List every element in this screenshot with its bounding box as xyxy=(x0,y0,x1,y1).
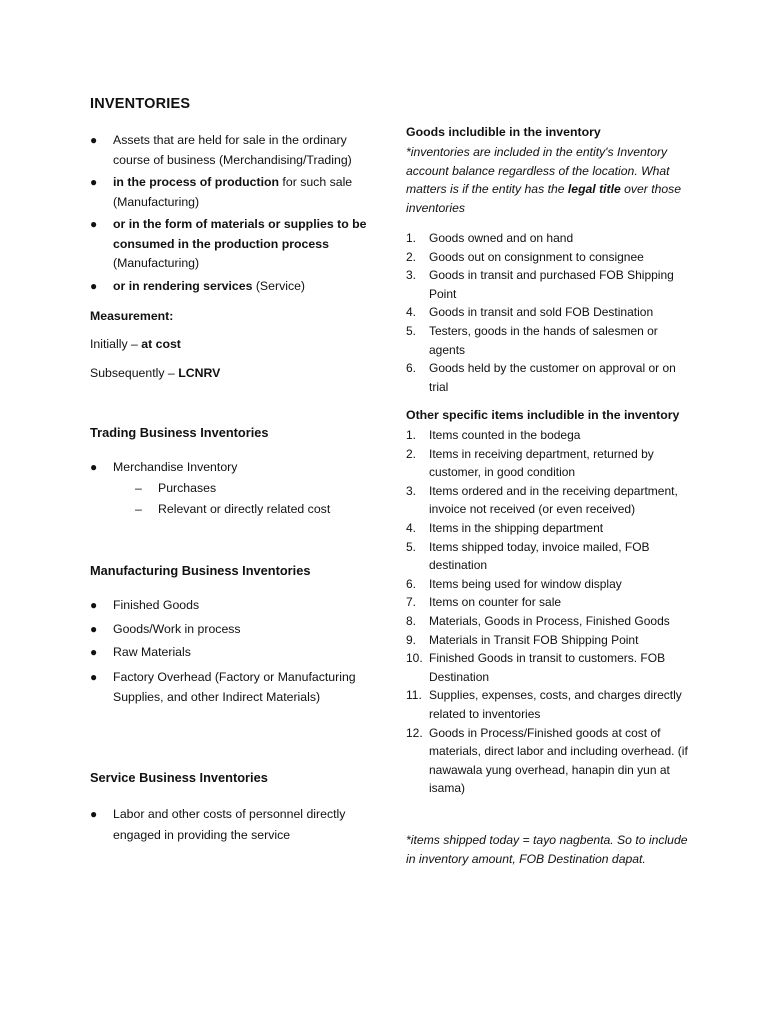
dash-icon: – xyxy=(135,480,142,495)
bullet-icon: ● xyxy=(90,278,98,293)
list-item: ● Goods/Work in process xyxy=(90,620,375,640)
list-item: 4. Items in the shipping department xyxy=(406,520,604,535)
list-item: ● Labor and other costs of personnel directly engaged in providing the service xyxy=(90,804,375,845)
bullet-icon: ● xyxy=(90,669,98,684)
list-item: ● or in rendering services (Service) xyxy=(90,277,375,297)
list-item: ● in the process of production for such sale (Manufacturing) xyxy=(90,175,353,209)
bullet-icon: ● xyxy=(90,133,98,147)
list-item: 11. Supplies, expenses, costs, and charges directly related to inventories xyxy=(406,688,682,721)
goods-heading: Goods includible in the inventory xyxy=(406,125,601,139)
goods-note: *inventories are included in the entity's Inventory account balance regardless of the location. What matters is if the entity has the legal title over those inventories xyxy=(406,145,682,215)
measurement-initially: Initially – at cost xyxy=(90,337,181,351)
sub-list-item: – Purchases xyxy=(90,478,375,499)
list-item: 9. Materials in Transit FOB Shipping Point xyxy=(406,632,639,647)
list-item: ● Factory Overhead (Factory or Manufacturing Supplies, and other Indirect Materials) xyxy=(90,667,375,708)
right-column xyxy=(406,0,696,1024)
measurement-subsequently: Subsequently – LCNRV xyxy=(90,366,221,380)
list-item: 4. Goods in transit and sold FOB Destination xyxy=(406,305,654,320)
footnote: *items shipped today = tayo nagbenta. So to include in inventory amount, FOB Destination dapat. xyxy=(406,833,688,866)
bullet-icon: ● xyxy=(90,217,98,231)
list-item: 3. Items ordered and in the receiving department, invoice not received (or even received) xyxy=(406,483,678,517)
dash-icon: – xyxy=(135,501,142,516)
list-item: 2. Items in receiving department, returned by customer, in good condition xyxy=(406,446,654,480)
list-item: ● or in the form of materials or supplies to be consumed in the production process (Manufacturing) xyxy=(90,217,367,270)
intro-bullet-list xyxy=(90,131,375,296)
list-item: 6. Items being used for window display xyxy=(406,576,622,591)
list-item: 1. Items counted in the bodega xyxy=(406,428,581,442)
list-item: 10. Finished Goods in transit to customers. FOB Destination xyxy=(406,651,666,684)
service-heading: Service Business Inventories xyxy=(90,770,268,785)
bullet-icon: ● xyxy=(90,621,98,636)
left-column xyxy=(90,0,375,1024)
list-item: ● Raw Materials xyxy=(90,643,375,663)
list-item: 8. Materials, Goods in Process, Finished Goods xyxy=(406,613,670,628)
trading-heading: Trading Business Inventories xyxy=(90,425,269,440)
list-item: ● Assets that are held for sale in the ordinary course of business (Merchandising/Trading) xyxy=(90,133,352,167)
measurement-label: Measurement: xyxy=(90,309,174,323)
bullet-icon: ● xyxy=(90,460,98,474)
list-item: 3. Goods in transit and purchased FOB Shipping Point xyxy=(406,268,674,301)
sub-list-item: – Relevant or directly related cost xyxy=(90,499,375,520)
manufacturing-heading: Manufacturing Business Inventories xyxy=(90,563,311,578)
list-item: 12. Goods in Process/Finished goods at cost of materials, direct labor and including overhead. (if nawawala yung overhead, hanapin din yun at isama) xyxy=(406,725,688,796)
bullet-icon: ● xyxy=(90,598,98,612)
list-item: 6. Goods held by the customer on approval or on trial xyxy=(406,361,676,394)
other-list xyxy=(406,426,696,798)
trading-list xyxy=(90,458,375,520)
bullet-icon: ● xyxy=(90,175,98,189)
list-item: 7. Items on counter for sale xyxy=(406,595,562,610)
goods-list xyxy=(406,229,696,396)
other-heading: Other specific items includible in the inventory xyxy=(406,408,680,422)
list-item: 5. Items shipped today, invoice mailed, FOB destination xyxy=(406,539,650,573)
list-item: ● Merchandise Inventory xyxy=(90,458,375,478)
list-item: 1. Goods owned and on hand xyxy=(406,231,574,245)
bullet-icon: ● xyxy=(90,645,98,659)
list-item: 5. Testers, goods in the hands of salesmen or agents xyxy=(406,323,658,357)
list-item: 2. Goods out on consignment to consignee xyxy=(406,249,644,264)
service-list xyxy=(90,804,375,845)
manufacturing-list xyxy=(90,596,375,708)
bullet-icon: ● xyxy=(90,807,98,821)
list-item: ● Finished Goods xyxy=(90,596,375,616)
page-title: INVENTORIES xyxy=(90,96,191,112)
